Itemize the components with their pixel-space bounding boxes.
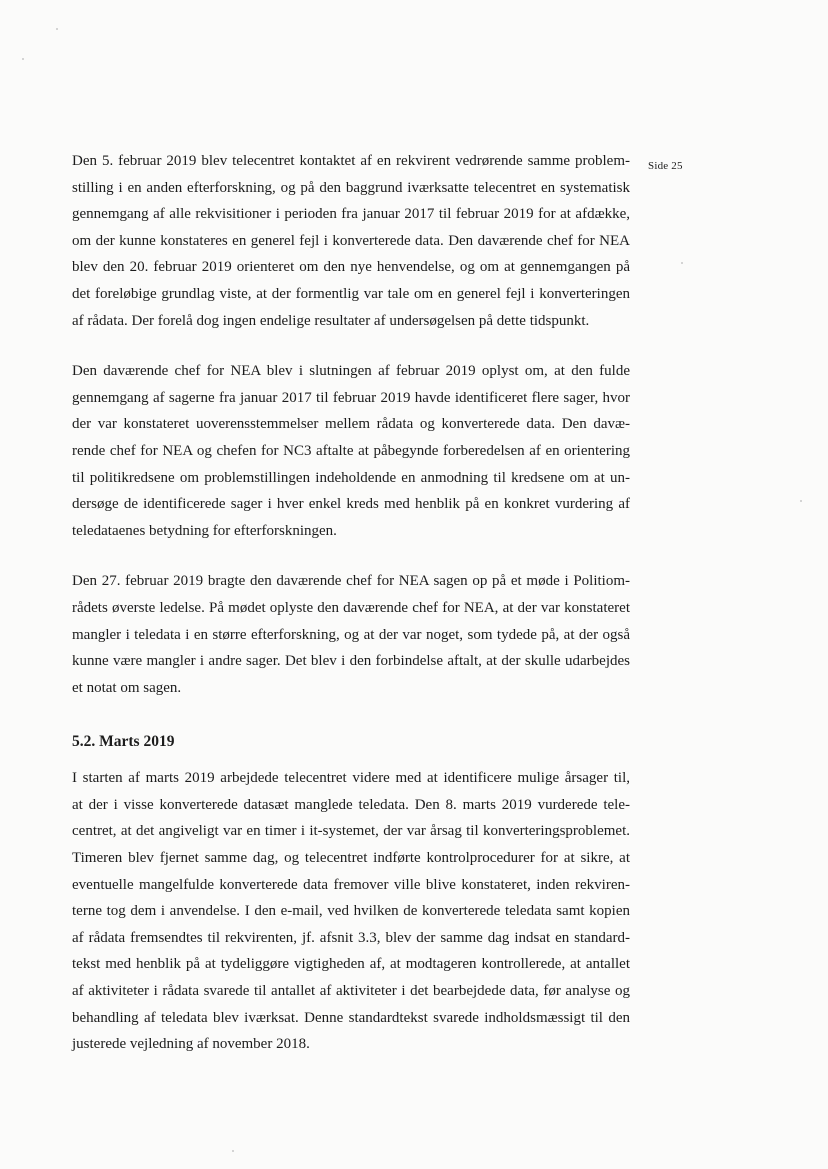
scan-speck xyxy=(800,500,802,502)
text-line: centret, at det angiveligt var en timer i it-systemet, der var årsag til konverteringsproblemet. xyxy=(72,823,630,840)
text-line: kunne være mangler i andre sager. Det blev i den forbindelse aftalt, at der skulle udarbejdes xyxy=(72,653,630,670)
paragraph-2 xyxy=(72,358,630,544)
paragraph-3 xyxy=(72,568,630,701)
text-line: behandling af teledata blev iværksat. Denne standardtekst svarede indholdsmæssigt til den xyxy=(72,1009,630,1026)
text-line: blev den 20. februar 2019 orienteret om den nye henvendelse, og om at gennemgangen på xyxy=(72,259,630,276)
text-line: Timeren blev fjernet samme dag, og telecentret indførte kontrolprocedurer for at sikre, at xyxy=(72,850,630,867)
text-line: teledataenes betydning for efterforskningen. xyxy=(72,522,337,539)
text-line: Den 27. februar 2019 bragte den daværende chef for NEA sagen op på et møde i Politiom- xyxy=(72,573,630,590)
text-line: justerede vejledning af november 2018. xyxy=(72,1036,310,1053)
text-line: til politikredsene om problemstillingen indeholdende en anmodning til kredsene om at un- xyxy=(72,469,630,486)
text-line: det foreløbige grundlag viste, at der formentlig var tale om en generel fejl i konverteringen xyxy=(72,285,630,302)
text-line: der var konstateret uoverensstemmelser mellem rådata og konverterede data. Den davæ- xyxy=(72,416,630,433)
text-line: rådets øverste ledelse. På mødet oplyste den daværende chef for NEA, at der var konstateret xyxy=(72,599,630,616)
scan-speck xyxy=(232,1150,234,1152)
text-line: dersøge de identificerede sager i hver enkel kreds med henblik på en konkret vurdering af xyxy=(72,496,630,513)
page-number: Side 25 xyxy=(648,160,683,172)
text-line: terne tog dem i anvendelse. I den e-mail, ved hvilken de konverterede teledata samt kopien xyxy=(72,903,630,920)
text-line: mangler i teledata i en større efterforskning, og at der var noget, som tydede på, at der også xyxy=(72,626,630,643)
scan-speck xyxy=(681,262,683,264)
text-line: at der i visse konverterede datasæt manglede teledata. Den 8. marts 2019 vurderede tele- xyxy=(72,796,630,813)
text-line: af aktiviteter i rådata svarede til antallet af aktiviteter i det bearbejdede data, før analyse og xyxy=(72,983,630,1000)
text-line: om der kunne konstateres en generel fejl i konverterede data. Den daværende chef for NEA xyxy=(72,232,630,249)
text-line: I starten af marts 2019 arbejdede telecentret videre med at identificere mulige årsager til, xyxy=(72,770,630,787)
text-line: Den 5. februar 2019 blev telecentret kontaktet af en rekvirent vedrørende samme problem- xyxy=(72,153,630,169)
text-line: tekst med henblik på at tydeliggøre vigtigheden af, at modtageren kontrollerede, at antallet xyxy=(72,956,630,973)
paragraph-4 xyxy=(72,765,630,1058)
text-line: af rådata fremsendtes til rekvirenten, jf. afsnit 3.3, blev der samme dag indsat en standard- xyxy=(72,929,630,946)
text-line: rende chef for NEA og chefen for NC3 aftalte at påbegynde forberedelsen af en orientering xyxy=(72,442,630,459)
text-line: gennemgang af alle rekvisitioner i perioden fra januar 2017 til februar 2019 for at afdække, xyxy=(72,206,630,223)
text-line: af rådata. Der forelå dog ingen endelige resultater af undersøgelsen på dette tidspunkt. xyxy=(72,312,590,329)
body-text xyxy=(72,148,630,1058)
paragraph-1 xyxy=(72,148,630,334)
text-line: stilling i en anden efterforskning, og på den baggrund iværksatte telecentret en systematisk xyxy=(72,179,630,196)
scan-speck xyxy=(56,28,58,30)
text-line: eventuelle mangelfulde konverterede data fremover ville blive konstateret, inden rekviren- xyxy=(72,876,630,893)
scan-speck xyxy=(22,58,24,60)
text-line: Den daværende chef for NEA blev i slutningen af februar 2019 oplyst om, at den fulde xyxy=(72,363,630,380)
section-heading: 5.2. Marts 2019 xyxy=(72,733,175,751)
text-line: gennemgang af sagerne fra januar 2017 til februar 2019 havde identificeret flere sager, hvor xyxy=(72,389,630,406)
text-line: et notat om sagen. xyxy=(72,679,182,696)
